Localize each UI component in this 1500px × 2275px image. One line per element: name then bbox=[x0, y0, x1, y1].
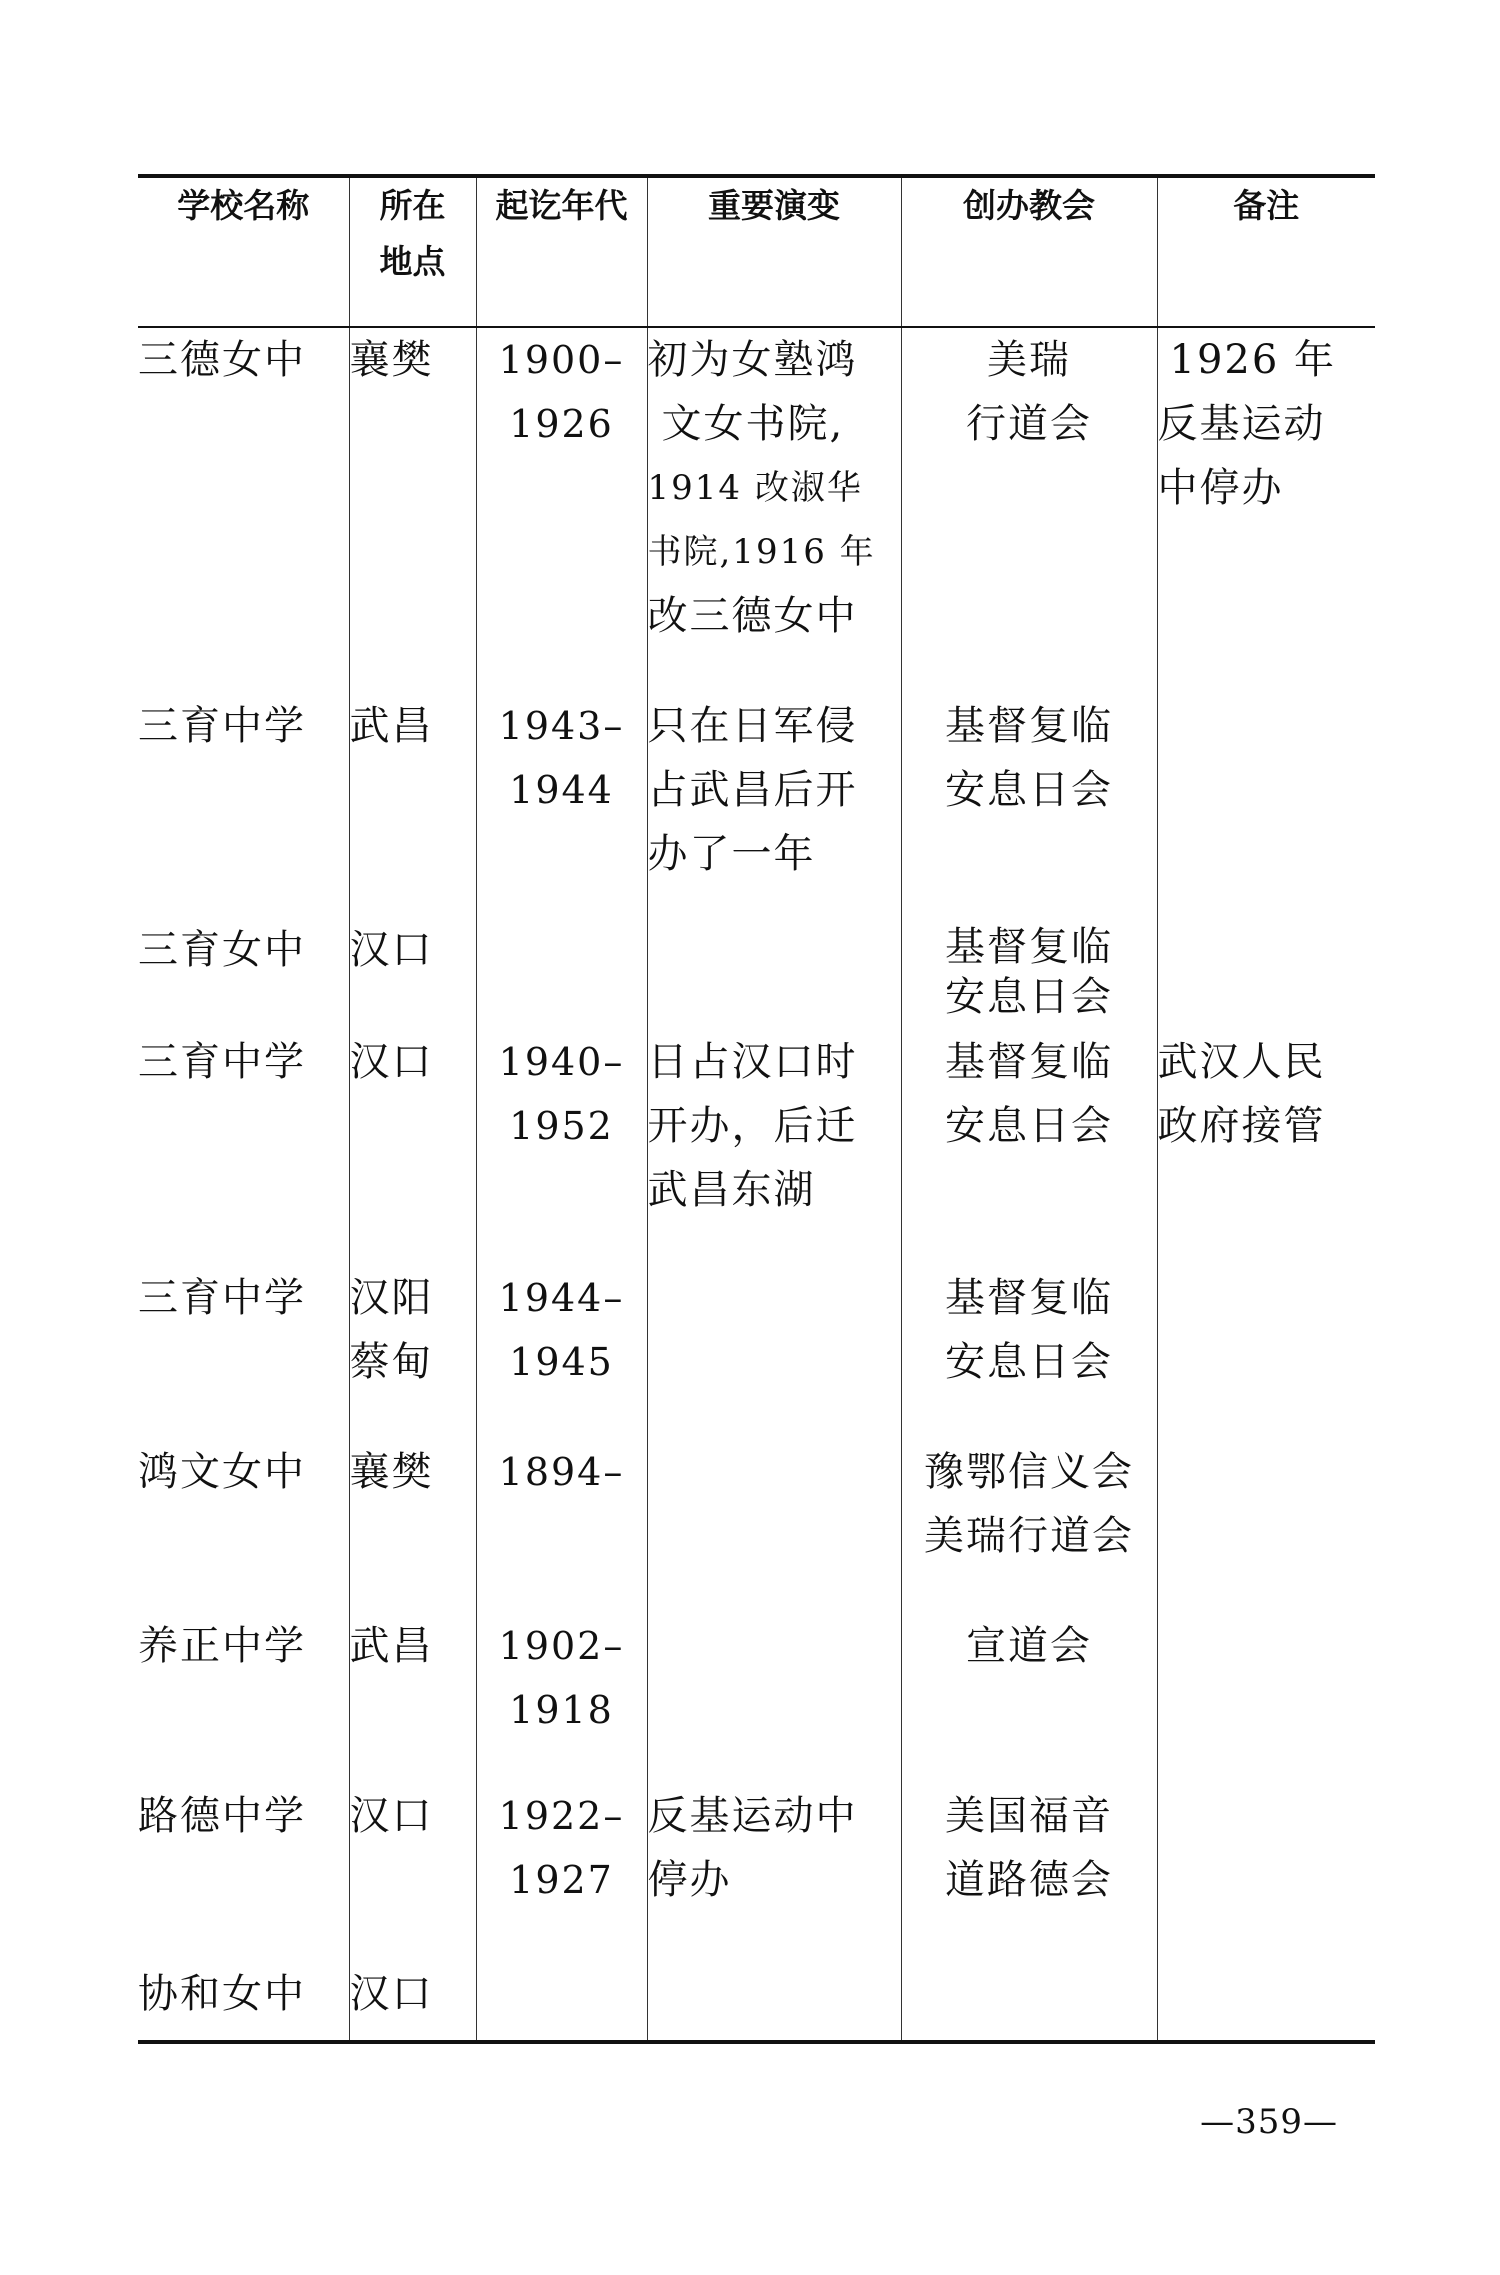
cell-school-name: 路德中学 bbox=[138, 1793, 306, 1839]
cell-changes: 反基运动中 停办 bbox=[647, 1784, 901, 1962]
cell-note bbox=[1157, 1266, 1375, 1440]
cell-note bbox=[1157, 1784, 1375, 1962]
cell-school-name: 三德女中 bbox=[138, 337, 306, 383]
cell-years bbox=[476, 918, 647, 1030]
cell-school-name: 养正中学 bbox=[138, 1623, 306, 1669]
cell-church bbox=[901, 1962, 1157, 2042]
cell-changes bbox=[647, 1614, 901, 1784]
cell-years bbox=[476, 1962, 647, 2042]
cell-years: 1943– 1944 bbox=[476, 694, 647, 918]
cell-note bbox=[1157, 1614, 1375, 1784]
cell-church: 宣道会 bbox=[901, 1614, 1157, 1784]
table-row bbox=[138, 327, 1375, 694]
cell-changes: 日占汉口时 开办，后迁 武昌东湖 bbox=[647, 1030, 901, 1266]
cell-school-name: 三育中学 bbox=[138, 1275, 306, 1321]
cell-school-name: 三育女中 bbox=[138, 927, 306, 973]
cell-note: 武汉人民 政府接管 bbox=[1157, 1030, 1375, 1266]
cell-changes: 只在日军侵 占武昌后开 办了一年 bbox=[647, 694, 901, 918]
cell-changes: 初为女塾鸿 文女书院, 1914 改淑华 书院,1916 年 改三德女中 bbox=[647, 327, 901, 694]
cell-changes bbox=[647, 918, 901, 1030]
header-years: 起讫年代 bbox=[476, 176, 647, 327]
cell-years: 1944– 1945 bbox=[476, 1266, 647, 1440]
cell-location: 武昌 bbox=[349, 694, 476, 918]
table-row bbox=[138, 918, 1375, 1030]
cell-location: 汉口 bbox=[349, 1784, 476, 1962]
header-location: 所在 地点 bbox=[349, 176, 476, 327]
table-row bbox=[138, 1030, 1375, 1266]
cell-note bbox=[1157, 918, 1375, 1030]
table-body bbox=[138, 327, 1375, 2042]
cell-changes bbox=[647, 1440, 901, 1614]
cell-note: 1926 年 反基运动 中停办 bbox=[1157, 327, 1375, 694]
table-row bbox=[138, 1440, 1375, 1614]
table-row bbox=[138, 1784, 1375, 1962]
cell-note bbox=[1157, 694, 1375, 918]
cell-note bbox=[1157, 1440, 1375, 1614]
cell-changes bbox=[647, 1266, 901, 1440]
cell-years: 1894– bbox=[476, 1440, 647, 1614]
cell-school-name: 鸿文女中 bbox=[138, 1449, 306, 1495]
cell-location: 汉口 bbox=[349, 1030, 476, 1266]
cell-years: 1900– 1926 bbox=[476, 327, 647, 694]
table-row bbox=[138, 1266, 1375, 1440]
cell-location: 汉口 bbox=[349, 1962, 476, 2042]
cell-church: 基督复临 安息日会 bbox=[901, 918, 1157, 1030]
cell-years: 1922– 1927 bbox=[476, 1784, 647, 1962]
table-row bbox=[138, 1614, 1375, 1784]
header-school-name: 学校名称 bbox=[138, 176, 349, 327]
header-note: 备注 bbox=[1157, 176, 1375, 327]
cell-church: 基督复临 安息日会 bbox=[901, 694, 1157, 918]
header-changes: 重要演变 bbox=[647, 176, 901, 327]
cell-note bbox=[1157, 1962, 1375, 2042]
cell-location: 武昌 bbox=[349, 1614, 476, 1784]
cell-location: 襄樊 bbox=[349, 1440, 476, 1614]
table-header bbox=[138, 176, 1375, 327]
cell-church: 美瑞 行道会 bbox=[901, 327, 1157, 694]
cell-location: 襄樊 bbox=[349, 327, 476, 694]
cell-school-name: 协和女中 bbox=[138, 1971, 306, 2017]
cell-church: 基督复临 安息日会 bbox=[901, 1030, 1157, 1266]
cell-location: 汉口 bbox=[349, 918, 476, 1030]
cell-location: 汉阳 蔡甸 bbox=[349, 1266, 476, 1440]
header-church: 创办教会 bbox=[901, 176, 1157, 327]
cell-years: 1940– 1952 bbox=[476, 1030, 647, 1266]
cell-years: 1902– 1918 bbox=[476, 1614, 647, 1784]
table-row bbox=[138, 694, 1375, 918]
cell-school-name: 三育中学 bbox=[138, 703, 306, 749]
cell-church: 美国福音 道路德会 bbox=[901, 1784, 1157, 1962]
cell-changes bbox=[647, 1962, 901, 2042]
page-number: —359— bbox=[1200, 2102, 1338, 2142]
mission-schools-table bbox=[138, 174, 1375, 2044]
cell-school-name: 三育中学 bbox=[138, 1039, 306, 1085]
cell-church: 基督复临 安息日会 bbox=[901, 1266, 1157, 1440]
table-row bbox=[138, 1962, 1375, 2042]
cell-church: 豫鄂信义会 美瑞行道会 bbox=[901, 1440, 1157, 1614]
